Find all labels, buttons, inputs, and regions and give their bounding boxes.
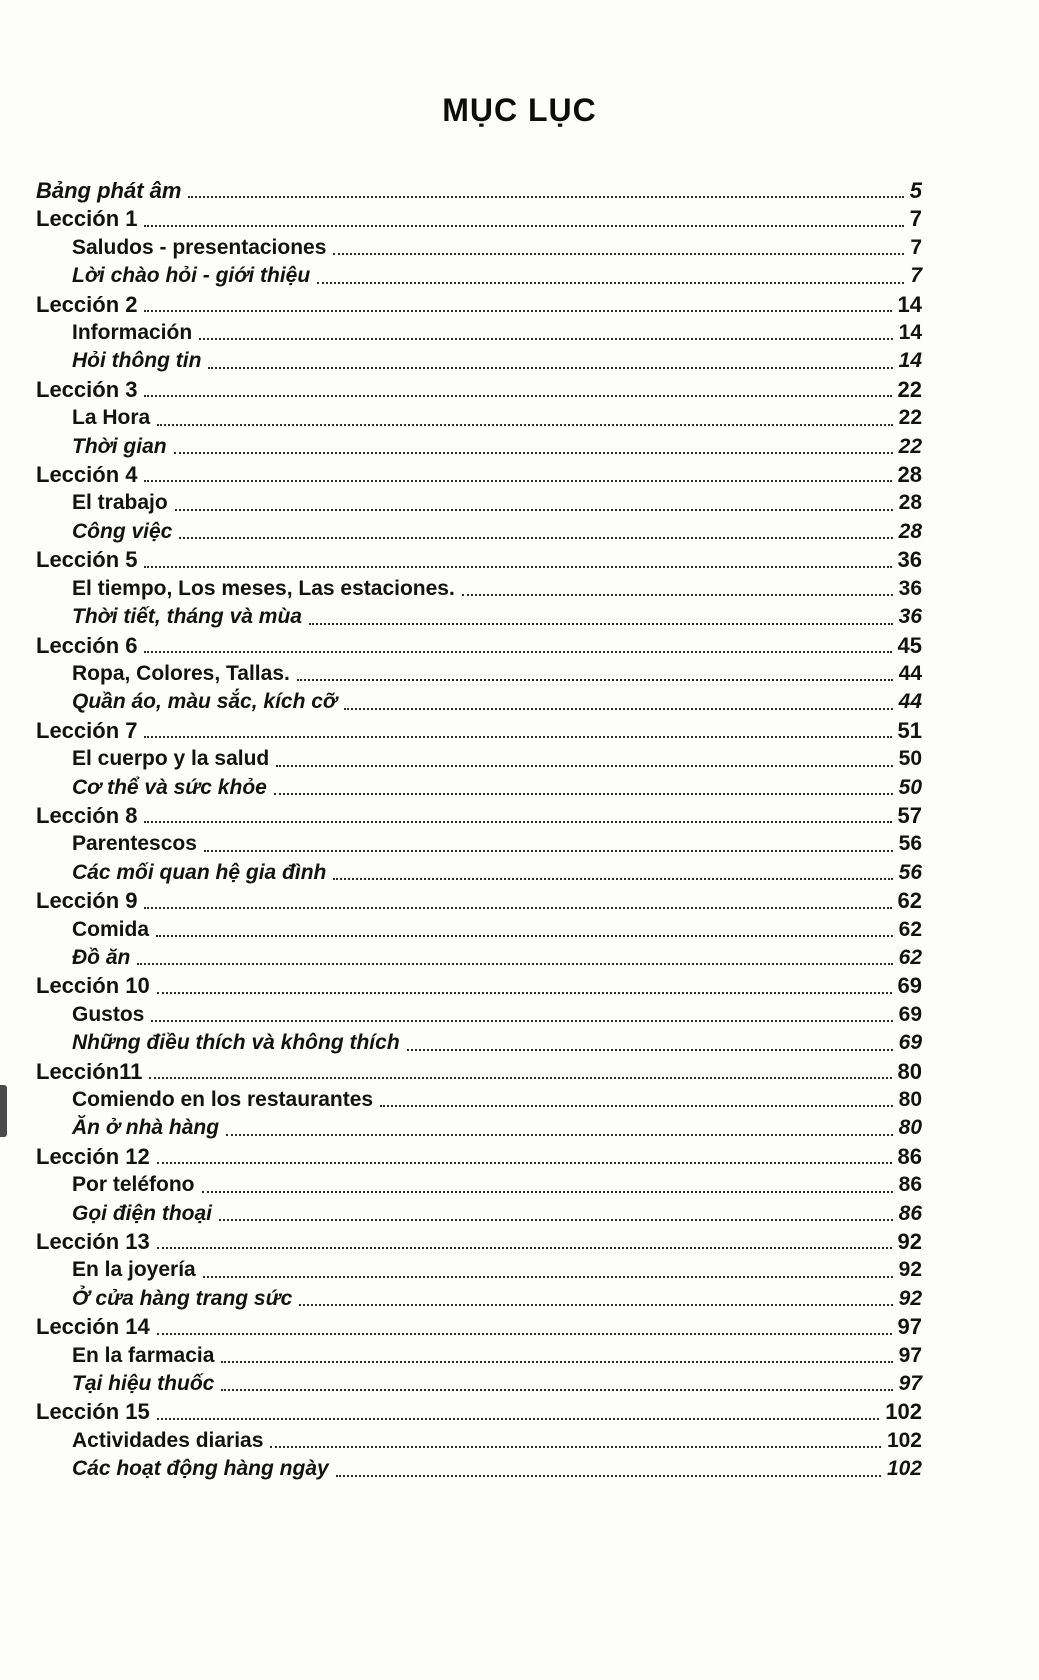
page-title: MỤC LỤC (442, 92, 597, 128)
toc-entry-page-number: 102 (886, 1457, 922, 1481)
toc-entry-page-number: 22 (897, 376, 922, 402)
toc-entry (36, 575, 922, 603)
scan-smudge (0, 1085, 7, 1137)
toc-entry-label: Bảng phát âm (36, 178, 182, 203)
toc-entry-label: Hỏi thông tin (72, 349, 202, 373)
toc-entry-label: En la joyería (72, 1258, 196, 1282)
toc-entry (36, 205, 922, 233)
toc-entry-page-number: 92 (897, 1229, 922, 1255)
toc-entry (36, 461, 922, 489)
dotted-leader-line (156, 935, 893, 937)
toc-entry (36, 1342, 922, 1370)
toc-entry-page-number: 14 (898, 321, 922, 345)
toc-entry-label: Parentescos (72, 832, 197, 856)
dotted-leader-line (144, 821, 891, 823)
toc-entry (36, 1427, 922, 1455)
dotted-leader-line (151, 1020, 892, 1022)
toc-entry-page-number: 62 (898, 917, 922, 941)
toc-entry-page-number: 22 (898, 434, 922, 458)
toc-entry-label: Lección 7 (36, 717, 138, 743)
dotted-leader-line (203, 1276, 893, 1278)
toc-entry (36, 972, 922, 1000)
toc-entry-label: Lección 13 (36, 1229, 150, 1255)
toc-entry-page-number: 51 (897, 717, 922, 743)
dotted-leader-line (144, 480, 891, 482)
toc-entry-label: El trabajo (72, 491, 168, 515)
toc-entry (36, 1171, 922, 1199)
toc-entry-label: Lección 14 (36, 1314, 150, 1340)
toc-entry-page-number: 7 (909, 206, 922, 232)
toc-entry-page-number: 56 (898, 832, 922, 856)
dotted-leader-line (333, 253, 904, 255)
dotted-leader-line (317, 282, 904, 284)
dotted-leader-line (297, 679, 893, 681)
toc-entry-page-number: 80 (898, 1088, 922, 1111)
dotted-leader-line (144, 225, 903, 227)
dotted-leader-line (199, 338, 892, 340)
dotted-leader-line (179, 537, 892, 539)
toc-entry (36, 1200, 922, 1228)
toc-entry-label: Lección 9 (36, 888, 138, 914)
toc-entry-page-number: 22 (898, 406, 922, 430)
toc-entry-page-number: 69 (897, 973, 922, 999)
toc-entry (36, 660, 922, 688)
toc-entry-label: Công việc (72, 519, 173, 543)
dotted-leader-line (174, 452, 893, 454)
toc-entry-label: Comiendo en los restaurantes (72, 1088, 374, 1111)
toc-entry-label: Ropa, Colores, Tallas. (72, 661, 290, 685)
toc-entry-page-number: 86 (898, 1201, 922, 1225)
toc-entry-label: Gustos (72, 1002, 145, 1026)
toc-entry-page-number: 14 (898, 349, 922, 373)
dotted-leader-line (202, 1191, 893, 1193)
toc-entry-label: Đồ ăn (72, 945, 131, 969)
toc-entry-page-number: 28 (897, 462, 922, 488)
toc-entry (36, 376, 922, 404)
toc-entry-label: Lección 1 (36, 206, 138, 232)
toc-entry-label: Những điều thích và không thích (72, 1031, 400, 1055)
toc-entry-page-number: 50 (898, 775, 922, 799)
toc-entry (36, 1114, 922, 1142)
toc-entry-page-number: 7 (910, 235, 922, 259)
dotted-leader-line (309, 623, 893, 625)
dotted-leader-line (175, 509, 893, 511)
toc-entry-page-number: 97 (898, 1343, 922, 1367)
dotted-leader-line (144, 736, 891, 738)
toc-entry (36, 1029, 922, 1057)
toc-entry-label: Thời gian (72, 434, 167, 458)
toc-entry (36, 177, 922, 205)
toc-entry-page-number: 62 (897, 888, 922, 914)
toc-entry-label: Lección 5 (36, 547, 138, 573)
dotted-leader-line (221, 1361, 892, 1363)
toc-entry-page-number: 44 (898, 690, 922, 714)
toc-entry-label: Lời chào hỏi - giới thiệu (72, 264, 311, 288)
toc-entry (36, 546, 922, 574)
toc-entry-label: Lección11 (36, 1058, 143, 1084)
dotted-leader-line (188, 196, 903, 198)
toc-entry-page-number: 14 (897, 291, 922, 317)
dotted-leader-line (144, 395, 891, 397)
toc-entry-label: Lección 2 (36, 291, 138, 317)
dotted-leader-line (137, 963, 892, 965)
toc-entry-label: Quần áo, màu sắc, kích cỡ (72, 690, 338, 714)
toc-entry (36, 916, 922, 944)
toc-entry (36, 1086, 922, 1114)
toc-entry (36, 1001, 922, 1029)
toc-entry-page-number: 80 (898, 1116, 922, 1140)
dotted-leader-line (149, 1077, 891, 1079)
toc-entry (36, 234, 922, 262)
toc-entry (36, 433, 922, 461)
toc-entry-page-number: 92 (898, 1286, 922, 1310)
toc-entry-page-number: 86 (898, 1173, 922, 1197)
dotted-leader-line (204, 850, 893, 852)
toc-entry (36, 859, 922, 887)
toc-entry-page-number: 36 (898, 576, 922, 600)
toc-entry (36, 1143, 922, 1171)
toc-entry-page-number: 7 (910, 264, 922, 288)
toc-entry-page-number: 5 (909, 178, 922, 203)
dotted-leader-line (462, 594, 893, 596)
dotted-leader-line (157, 424, 892, 426)
toc-entry-page-number: 50 (898, 747, 922, 771)
toc-entry-label: El cuerpo y la salud (72, 747, 270, 771)
toc-entry (36, 745, 922, 773)
toc-entry (36, 1398, 922, 1426)
toc-entry-label: Lección 4 (36, 462, 138, 488)
dotted-leader-line (157, 1418, 880, 1420)
dotted-leader-line (157, 1247, 892, 1249)
table-of-contents (36, 177, 922, 1484)
dotted-leader-line (407, 1049, 893, 1051)
dotted-leader-line (157, 992, 892, 994)
dotted-leader-line (274, 793, 893, 795)
toc-entry (36, 518, 922, 546)
toc-entry-label: Lección 6 (36, 632, 138, 658)
dotted-leader-line (144, 310, 891, 312)
toc-entry-page-number: 62 (898, 945, 922, 969)
toc-entry-page-number: 56 (898, 860, 922, 884)
toc-entry-page-number: 92 (898, 1258, 922, 1282)
toc-entry (36, 802, 922, 830)
toc-entry-page-number: 80 (897, 1058, 922, 1084)
toc-entry (36, 830, 922, 858)
toc-entry-label: La Hora (72, 406, 151, 430)
toc-entry-label: Comida (72, 917, 150, 941)
toc-entry-label: Saludos - presentaciones (72, 235, 327, 259)
toc-entry-label: Lección 12 (36, 1143, 150, 1169)
toc-entry (36, 944, 922, 972)
toc-entry-page-number: 28 (898, 491, 922, 515)
toc-entry-page-number: 36 (898, 605, 922, 629)
toc-entry (36, 717, 922, 745)
dotted-leader-line (208, 367, 892, 369)
toc-entry (36, 688, 922, 716)
toc-entry-label: Ăn ở nhà hàng (72, 1116, 220, 1140)
toc-entry-label: Lección 15 (36, 1399, 150, 1425)
toc-entry-page-number: 45 (897, 632, 922, 658)
toc-entry-label: Actividades diarias (72, 1428, 264, 1452)
toc-entry-label: Các hoạt động hàng ngày (72, 1457, 329, 1481)
toc-entry (36, 632, 922, 660)
toc-entry (36, 1370, 922, 1398)
toc-entry-label: Cơ thể và sức khỏe (72, 775, 267, 799)
toc-entry-page-number: 69 (898, 1002, 922, 1026)
toc-entry (36, 1058, 922, 1086)
toc-entry (36, 319, 922, 347)
dotted-leader-line (219, 1219, 893, 1221)
toc-entry-label: Lección 3 (36, 376, 138, 402)
toc-entry-page-number: 69 (898, 1031, 922, 1055)
toc-entry (36, 291, 922, 319)
toc-entry (36, 1455, 922, 1483)
toc-entry-label: Ở cửa hàng trang sức (72, 1286, 293, 1310)
toc-entry-page-number: 86 (897, 1143, 922, 1169)
toc-entry (36, 262, 922, 290)
dotted-leader-line (380, 1105, 893, 1107)
dotted-leader-line (157, 1333, 892, 1335)
dotted-leader-line (270, 1446, 881, 1448)
toc-entry-page-number: 97 (897, 1314, 922, 1340)
toc-entry-label: Lección 8 (36, 802, 138, 828)
toc-entry (36, 1313, 922, 1341)
dotted-leader-line (144, 907, 891, 909)
dotted-leader-line (299, 1304, 892, 1306)
toc-entry-page-number: 102 (885, 1399, 922, 1425)
toc-entry (36, 887, 922, 915)
toc-entry-label: Información (72, 321, 193, 345)
toc-entry (36, 404, 922, 432)
toc-entry (36, 489, 922, 517)
toc-entry (36, 774, 922, 802)
toc-entry-page-number: 57 (897, 802, 922, 828)
toc-entry (36, 1285, 922, 1313)
toc-entry-label: En la farmacia (72, 1343, 215, 1367)
dotted-leader-line (336, 1475, 881, 1477)
toc-entry-page-number: 28 (898, 519, 922, 543)
dotted-leader-line (344, 708, 893, 710)
dotted-leader-line (226, 1134, 893, 1136)
toc-entry (36, 347, 922, 375)
toc-entry-label: Gọi điện thoại (72, 1201, 212, 1225)
toc-entry-label: Thời tiết, tháng và mùa (72, 605, 302, 629)
toc-entry-page-number: 44 (898, 661, 922, 685)
toc-entry-label: Por teléfono (72, 1173, 195, 1197)
toc-entry (36, 1228, 922, 1256)
toc-entry-page-number: 102 (886, 1428, 922, 1452)
dotted-leader-line (333, 878, 892, 880)
dotted-leader-line (221, 1389, 892, 1391)
dotted-leader-line (157, 1162, 892, 1164)
dotted-leader-line (276, 765, 892, 767)
toc-entry-label: Lección 10 (36, 973, 150, 999)
toc-entry-label: Tại hiệu thuốc (72, 1372, 215, 1396)
dotted-leader-line (144, 566, 891, 568)
toc-entry-label: Các mối quan hệ gia đình (72, 860, 327, 884)
toc-entry-label: El tiempo, Los meses, Las estaciones. (72, 576, 455, 600)
toc-entry (36, 1256, 922, 1284)
dotted-leader-line (144, 651, 891, 653)
toc-entry-page-number: 97 (898, 1372, 922, 1396)
toc-entry (36, 603, 922, 631)
toc-entry-page-number: 36 (897, 547, 922, 573)
